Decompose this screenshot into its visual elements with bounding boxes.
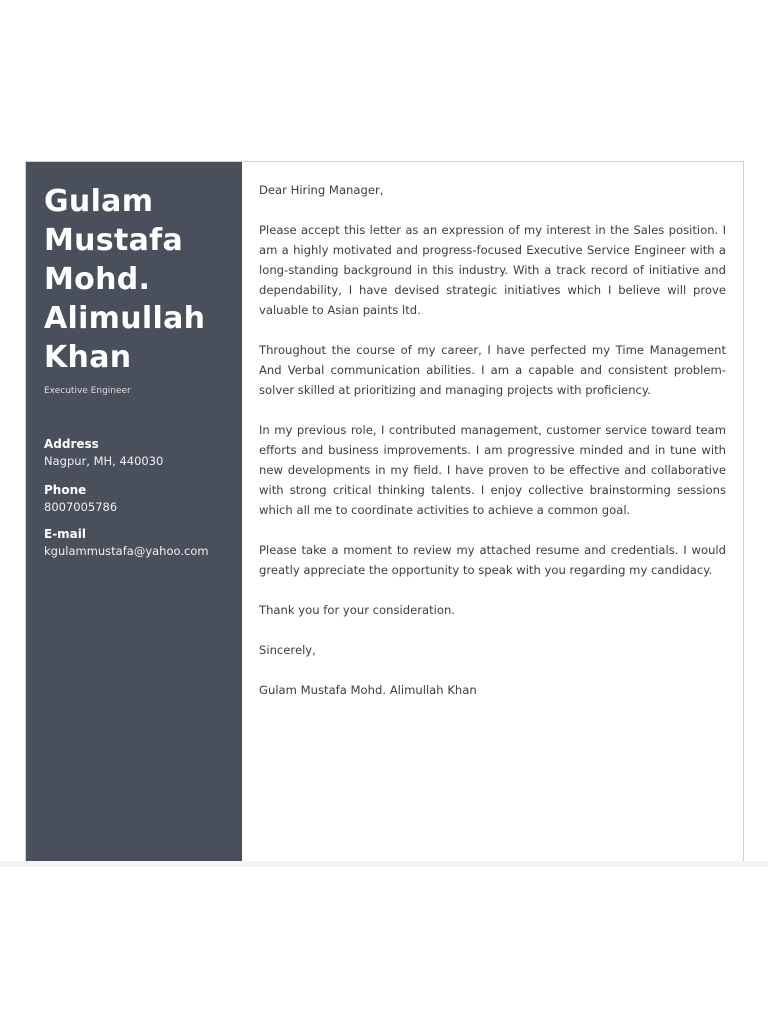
- name-line-3: Mohd.: [44, 262, 151, 297]
- contact-phone: [44, 482, 224, 517]
- contact-email: [44, 526, 224, 561]
- paragraph-3: In my previous role, I contributed management, customer service toward team efforts and business improvements. I am progressive minded and in tune with new developments in my field. I have proven to be effective and collaborative with strong critical thinking talents. I enjoy collective brainstorming sessions which all me to coordinate activities to achieve a common goal.: [259, 423, 726, 517]
- name-line-5: Khan: [44, 340, 132, 375]
- job-title: Executive Engineer: [44, 386, 131, 396]
- paragraph-2: Throughout the course of my career, I have perfected my Time Management And Verbal communication abilities. I am a capable and consistent problem-solver skilled at prioritizing and managing projects with proficiency.: [259, 343, 726, 397]
- cover-letter-page: [25, 161, 744, 861]
- letter-body: [259, 180, 726, 720]
- email-label: E-mail: [44, 527, 87, 541]
- closing: Sincerely,: [259, 643, 316, 657]
- name-line-4: Alimullah: [44, 301, 206, 336]
- paragraph-5: Thank you for your consideration.: [259, 603, 455, 617]
- sidebar: [26, 162, 242, 862]
- salutation: Dear Hiring Manager,: [259, 183, 384, 197]
- signature: Gulam Mustafa Mohd. Alimullah Khan: [259, 683, 477, 697]
- applicant-name: [44, 182, 234, 377]
- name-line-1: Gulam: [44, 184, 154, 219]
- paragraph-1: Please accept this letter as an expression of my interest in the Sales position. I am a highly motivated and progress-focused Executive Service Engineer with a long-standing background in this industry. With a track record of initiative and dependability, I have devised strategic initiatives which I believe will prove valuable to Asian paints ltd.: [259, 223, 726, 317]
- address-label: Address: [44, 437, 99, 451]
- name-line-2: Mustafa: [44, 223, 184, 258]
- phone-label: Phone: [44, 483, 87, 497]
- paragraph-4: Please take a moment to review my attached resume and credentials. I would greatly appreciate the opportunity to speak with you regarding my candidacy.: [259, 543, 726, 577]
- contact-address: [44, 436, 224, 471]
- email-value: kgulammustafa@yahoo.com: [44, 544, 209, 558]
- phone-value: 8007005786: [44, 500, 118, 514]
- address-value: Nagpur, MH, 440030: [44, 454, 164, 468]
- page-bottom-edge: [0, 861, 768, 867]
